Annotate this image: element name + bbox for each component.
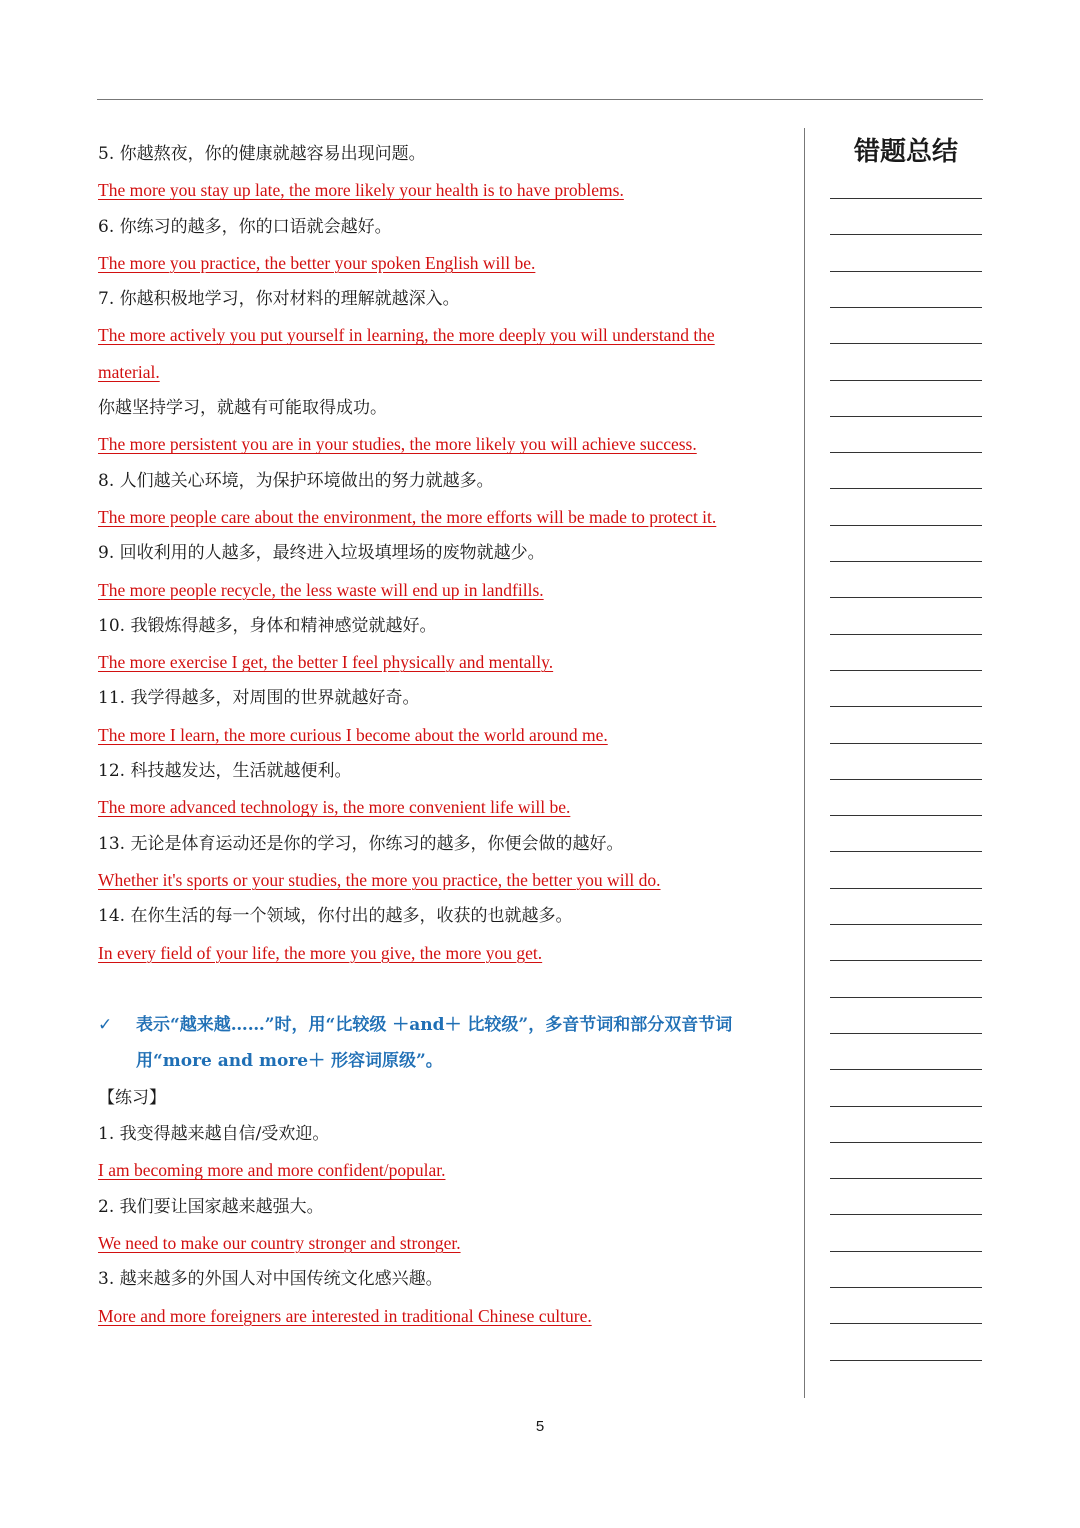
blank-answer-line bbox=[830, 706, 982, 707]
blank-answer-line bbox=[830, 960, 982, 961]
answer-text: material. bbox=[98, 361, 160, 382]
blank-answer-line bbox=[830, 743, 982, 744]
answer-line bbox=[98, 1298, 788, 1334]
answer-text: The more actively you put yourself in learning, the more deeply you will understand the bbox=[98, 325, 715, 346]
blank-answer-line bbox=[830, 525, 982, 526]
answer-text: The more persistent you are in your studies, the more likely you will achieve success. bbox=[98, 434, 697, 455]
mistake-summary-title: 错题总结 bbox=[853, 137, 958, 167]
question-line: 14. 在你生活的每一个领域，你付出的越多，收获的也就越多。 bbox=[98, 906, 573, 927]
blank-answer-line bbox=[830, 561, 982, 562]
blank-answer-line bbox=[830, 1251, 982, 1252]
answer-line bbox=[98, 426, 788, 462]
blank-answer-line bbox=[830, 597, 982, 598]
answer-text: More and more foreigners are interested in traditional Chinese culture. bbox=[98, 1305, 592, 1326]
answer-text: The more you stay up late, the more likely your health is to have problems. bbox=[98, 180, 624, 201]
blank-answer-line bbox=[830, 888, 982, 889]
answer-line bbox=[98, 935, 788, 971]
blank-answer-line bbox=[830, 234, 982, 235]
answer-text: The more people care about the environment, the more efforts will be made to protect it. bbox=[98, 506, 717, 527]
blank-answer-line bbox=[830, 1178, 982, 1179]
answer-line bbox=[98, 172, 788, 208]
question-line: 11. 我学得越多，对周围的世界就越好奇。 bbox=[98, 688, 420, 709]
blank-answer-line bbox=[830, 1142, 982, 1143]
answer-text: The more you practice, the better your spoken English will be. bbox=[98, 252, 536, 273]
checkmark-icon: ✓ bbox=[98, 1015, 113, 1036]
question-line: 【练习】 bbox=[98, 1087, 166, 1108]
question-line: 2. 我们要让国家越来越强大。 bbox=[98, 1196, 324, 1217]
question-line: 1. 我变得越来越自信/受欢迎。 bbox=[98, 1124, 330, 1145]
answer-text: The more advanced technology is, the more convenient life will be. bbox=[98, 797, 571, 818]
answer-line bbox=[98, 354, 788, 390]
answer-text: I am becoming more and more confident/popular. bbox=[98, 1160, 446, 1181]
answer-text: We need to make our country stronger and stronger. bbox=[98, 1232, 461, 1253]
blank-answer-line bbox=[830, 1106, 982, 1107]
question-line: 8. 人们越关心环境，为保护环境做出的努力就越多。 bbox=[98, 470, 494, 491]
answer-line bbox=[98, 862, 788, 898]
grammar-tip bbox=[98, 1007, 788, 1043]
blank-answer-line bbox=[830, 634, 982, 635]
answer-line bbox=[98, 1225, 788, 1261]
question-line: 3. 越来越多的外国人对中国传统文化感兴趣。 bbox=[98, 1269, 443, 1290]
question-line: 7. 你越积极地学习，你对材料的理解就越深入。 bbox=[98, 289, 460, 310]
grammar-tip bbox=[98, 1043, 788, 1079]
page-number: 5 bbox=[535, 1418, 545, 1435]
blank-answer-line bbox=[830, 1360, 982, 1361]
blank-answer-line bbox=[830, 924, 982, 925]
blank-answer-line bbox=[830, 271, 982, 272]
answer-line bbox=[98, 789, 788, 825]
blank-answer-line bbox=[830, 1033, 982, 1034]
question-line: 你越坚持学习，就越有可能取得成功。 bbox=[98, 398, 387, 419]
blank-answer-line bbox=[830, 1323, 982, 1324]
answer-line bbox=[98, 499, 788, 535]
answer-text: Whether it's sports or your studies, the more you practice, the better you will do. bbox=[98, 869, 661, 890]
column-divider bbox=[804, 128, 805, 1398]
blank-answer-line bbox=[830, 815, 982, 816]
question-line: 6. 你练习的越多，你的口语就会越好。 bbox=[98, 216, 392, 237]
blank-answer-line bbox=[830, 997, 982, 998]
blank-answer-line bbox=[830, 1214, 982, 1215]
blank-answer-line bbox=[830, 307, 982, 308]
tip-text: 用“more and more＋ 形容词原级”。 bbox=[136, 1051, 443, 1072]
header-rule bbox=[97, 99, 983, 100]
blank-answer-line bbox=[830, 380, 982, 381]
answer-text: The more I learn, the more curious I become about the world around me. bbox=[98, 724, 608, 745]
answer-line bbox=[98, 1152, 788, 1188]
blank-answer-line bbox=[830, 779, 982, 780]
answer-line bbox=[98, 245, 788, 281]
blank-answer-line bbox=[830, 851, 982, 852]
question-line: 12. 科技越发达，生活就越便利。 bbox=[98, 761, 352, 782]
blank-answer-line bbox=[830, 488, 982, 489]
blank-answer-line bbox=[830, 343, 982, 344]
exercise-content bbox=[98, 136, 788, 1334]
blank-answer-line bbox=[830, 1287, 982, 1288]
question-line: 10. 我锻炼得越多，身体和精神感觉就越好。 bbox=[98, 615, 437, 636]
question-line: 5. 你越熬夜，你的健康就越容易出现问题。 bbox=[98, 144, 426, 164]
spacer bbox=[98, 971, 788, 1007]
answer-line bbox=[98, 717, 788, 753]
answer-line bbox=[98, 644, 788, 680]
tip-text: 表示“越来越……”时，用“比较级 ＋and＋ 比较级”，多音节词和部分双音节词 bbox=[136, 1015, 733, 1036]
blank-answer-line bbox=[830, 670, 982, 671]
answer-text: The more exercise I get, the better I feel physically and mentally. bbox=[98, 652, 554, 673]
answer-line bbox=[98, 572, 788, 608]
question-line: 9. 回收利用的人越多，最终进入垃圾填埋场的废物就越少。 bbox=[98, 543, 545, 564]
answer-line bbox=[98, 317, 788, 353]
answer-text: In every field of your life, the more you give, the more you get. bbox=[98, 942, 543, 963]
answer-text: The more people recycle, the less waste will end up in landfills. bbox=[98, 579, 544, 600]
question-line: 13. 无论是体育运动还是你的学习，你练习的越多，你便会做的越好。 bbox=[98, 833, 624, 854]
blank-answer-line bbox=[830, 452, 982, 453]
blank-answer-line bbox=[830, 416, 982, 417]
mistake-summary-panel bbox=[830, 134, 982, 170]
blank-answer-line bbox=[830, 1069, 982, 1070]
blank-answer-line bbox=[830, 198, 982, 199]
